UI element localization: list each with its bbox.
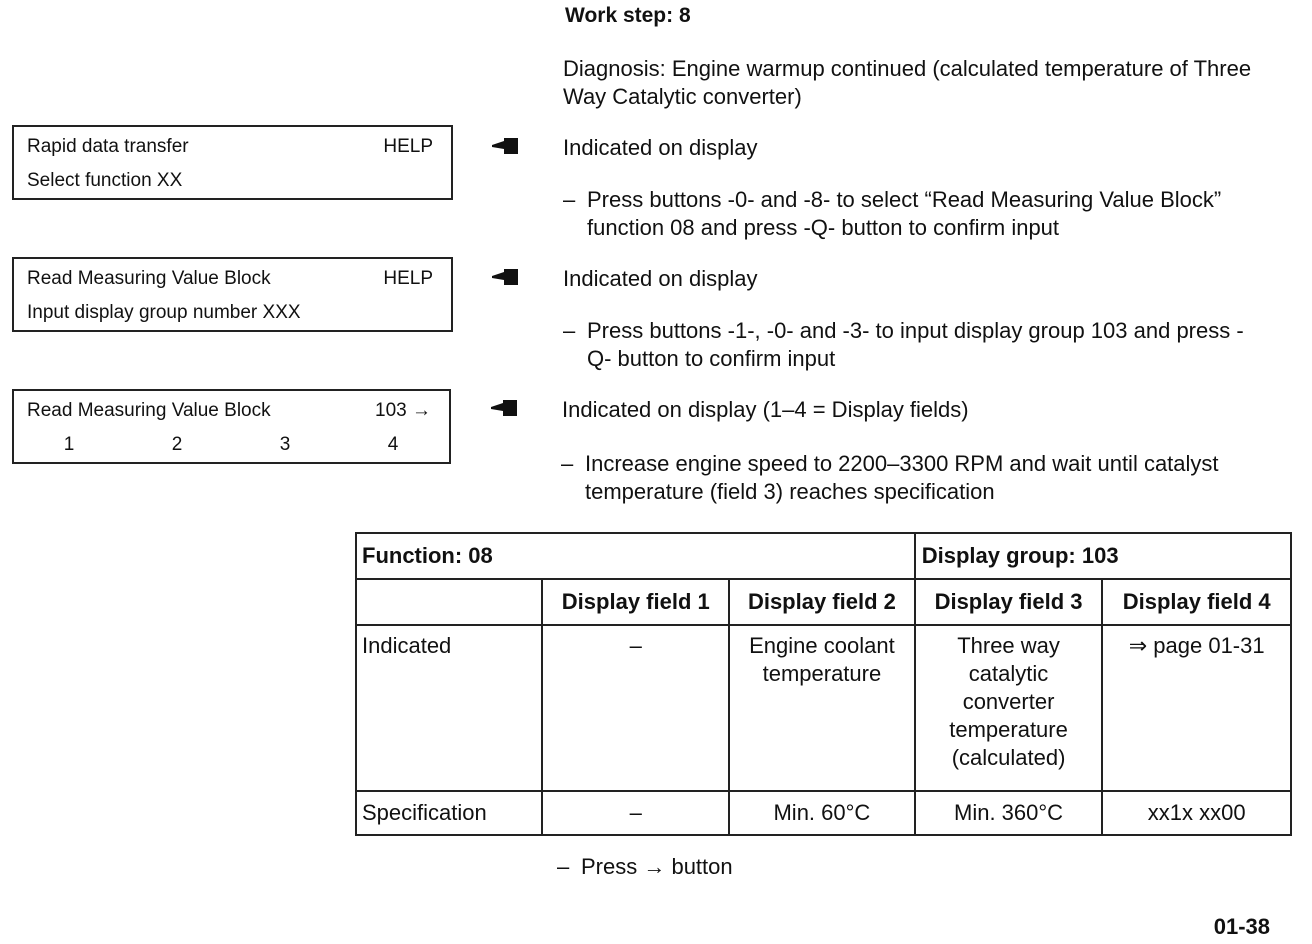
step-1-indicated: Indicated on display xyxy=(563,135,758,160)
tester-display-2 xyxy=(12,257,453,332)
column-header: Display field 3 xyxy=(915,579,1103,625)
step-1-instruction xyxy=(563,186,1263,242)
display-1-help: HELP xyxy=(383,136,433,157)
dash-bullet: – xyxy=(563,318,576,343)
display-3-group: 103 → xyxy=(375,400,431,421)
table-cell: Min. 360°C xyxy=(915,791,1103,835)
display-3-field-2: 2 xyxy=(171,434,183,455)
display-1-line-2: Select function XX xyxy=(27,170,183,191)
diagnosis-text: Diagnosis: Engine warmup continued (calculated temperature of Three Way Catalytic converter) xyxy=(563,56,1252,109)
measuring-value-table xyxy=(355,532,1292,836)
table-row xyxy=(356,791,1291,835)
function-label: Function: 08 xyxy=(356,533,915,579)
pointing-hand-icon xyxy=(489,399,519,417)
step-3-instruction xyxy=(561,450,1286,506)
display-3-field-4: 4 xyxy=(387,434,399,455)
display-1-line-1: Rapid data transfer xyxy=(27,136,189,157)
pointing-hand-icon xyxy=(490,137,520,155)
pointing-hand-icon xyxy=(490,268,520,286)
display-3-line-1: Read Measuring Value Block xyxy=(27,400,271,421)
table-cell: xx1x xx00 xyxy=(1102,791,1291,835)
table-cell: – xyxy=(542,625,729,791)
column-header: Display field 4 xyxy=(1102,579,1291,625)
column-header xyxy=(356,579,542,625)
row-label-specification: Specification xyxy=(356,791,542,835)
table-cell: Min. 60°C xyxy=(729,791,915,835)
page-reference-link[interactable]: ⇒ page 01-31 xyxy=(1102,625,1291,791)
display-2-help: HELP xyxy=(383,268,433,289)
table-row xyxy=(356,625,1291,791)
final-step-text: Press → button xyxy=(581,854,733,879)
dash-bullet: – xyxy=(561,451,574,476)
display-3-field-3: 3 xyxy=(279,434,291,455)
dash-bullet: – xyxy=(557,854,570,879)
tester-display-1 xyxy=(12,125,453,200)
table-header-row xyxy=(356,533,1291,579)
dash-bullet: – xyxy=(563,187,576,212)
column-header: Display field 1 xyxy=(542,579,729,625)
final-step xyxy=(557,853,857,881)
step-1-instruction-text: Press buttons -0- and -8- to select “Read Measuring Value Block” function 08 and press -Q- button to confirm input xyxy=(587,187,1222,240)
work-step-heading: Work step: 8 xyxy=(565,4,691,27)
display-group-label: Display group: 103 xyxy=(915,533,1291,579)
display-2-line-2: Input display group number XXX xyxy=(27,302,301,323)
display-3-field-1: 1 xyxy=(63,434,75,455)
step-3-instruction-text: Increase engine speed to 2200–3300 RPM and wait until catalyst temperature (field 3) reaches specification xyxy=(585,451,1219,504)
tester-display-3 xyxy=(12,389,451,464)
step-2-instruction xyxy=(563,317,1263,373)
table-cell: – xyxy=(542,791,729,835)
display-2-line-1: Read Measuring Value Block xyxy=(27,268,271,289)
column-header: Display field 2 xyxy=(729,579,915,625)
step-2-indicated: Indicated on display xyxy=(563,266,758,291)
table-column-row xyxy=(356,579,1291,625)
table-cell: Engine coolant temperature xyxy=(729,625,915,791)
page-number: 01-38 xyxy=(1213,914,1270,939)
step-3-indicated: Indicated on display (1–4 = Display fields) xyxy=(562,397,969,422)
table-cell: Three way catalytic converter temperature (calculated) xyxy=(915,625,1103,791)
row-label-indicated: Indicated xyxy=(356,625,542,791)
step-2-instruction-text: Press buttons -1-, -0- and -3- to input display group 103 and press -Q- button to confirm input xyxy=(587,318,1244,371)
